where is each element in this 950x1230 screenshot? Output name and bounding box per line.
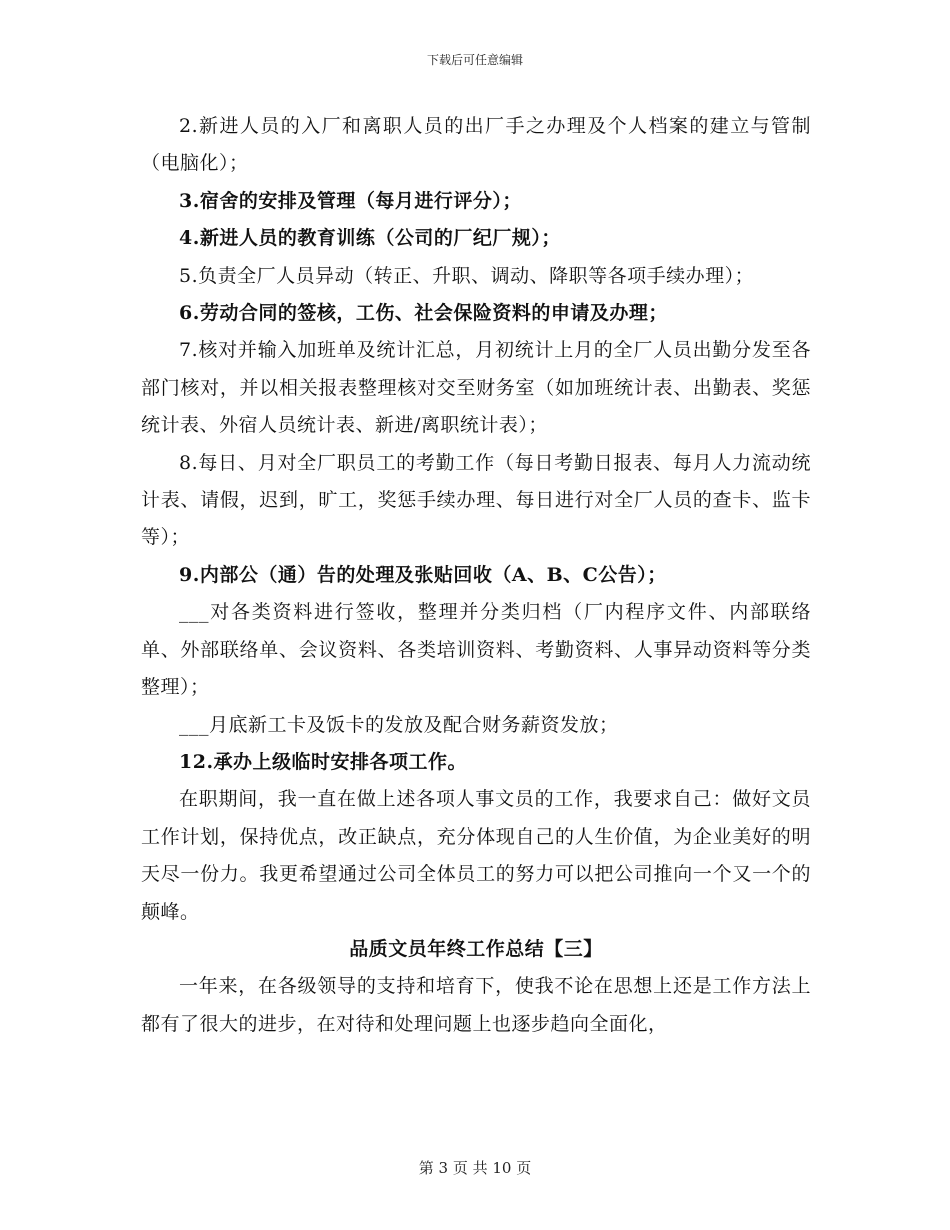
section-title: 品质文员年终工作总结【三】	[349, 937, 603, 960]
paragraph-item-9: 9.内部公（通）告的处理及张贴回收（A、B、C公告）；	[179, 563, 667, 586]
document-body	[141, 108, 811, 1043]
paragraph-item-7: 7.核对并输入加班单及统计汇总，月初统计上月的全厂人员出勤分发至各部门核对，并以相关报表整理核对交至财务室（如加班统计表、出勤表、奖惩统计表、外宿人员统计表、新进/离职统计表）；	[141, 339, 811, 437]
page-number: 第 3 页 共 10 页	[418, 1159, 532, 1177]
paragraph-summary: 在职期间，我一直在做上述各项人事文员的工作，我要求自己：做好文员工作计划，保持优点，改正缺点，充分体现自己的人生价值，为企业美好的明天尽一份力。我更希望通过公司全体员工的努力可以把公司推向一个又一个的颠峰。	[141, 788, 811, 923]
paragraph-item-4: 4.新进人员的教育训练（公司的厂纪厂规）；	[179, 227, 561, 250]
paragraph-item-3: 3.宿舍的安排及管理（每月进行评分）；	[179, 189, 522, 212]
section-paragraph: 一年来，在各级领导的支持和培育下，使我不论在思想上还是工作方法上都有了很大的进步，在对待和处理问题上也逐步趋向全面化，	[141, 975, 811, 1035]
paragraph-item-10: ___对各类资料进行签收，整理并分类归档（厂内程序文件、内部联络单、外部联络单、会议资料、各类培训资料、考勤资料、人事异动资料等分类整理）；	[141, 601, 811, 699]
paragraph-item-11: ___月底新工卡及饭卡的发放及配合财务薪资发放；	[179, 713, 619, 736]
paragraph-item-12: 12.承办上级临时安排各项工作。	[179, 750, 468, 773]
paragraph-item-5: 5.负责全厂人员异动（转正、升职、调动、降职等各项手续办理）；	[179, 264, 755, 287]
page-header-note: 下载后可任意编辑	[426, 53, 523, 67]
paragraph-item-2: 2.新进人员的入厂和离职人员的出厂手之办理及个人档案的建立与管制（电脑化）；	[141, 115, 811, 175]
paragraph-item-8: 8.每日、月对全厂职员工的考勤工作（每日考勤日报表、每月人力流动统计表、请假，迟到，旷工，奖惩手续办理、每日进行对全厂人员的查卡、监卡等）；	[141, 451, 811, 549]
paragraph-item-6: 6.劳动合同的签核，工伤、社会保险资料的申请及办理；	[179, 302, 668, 325]
